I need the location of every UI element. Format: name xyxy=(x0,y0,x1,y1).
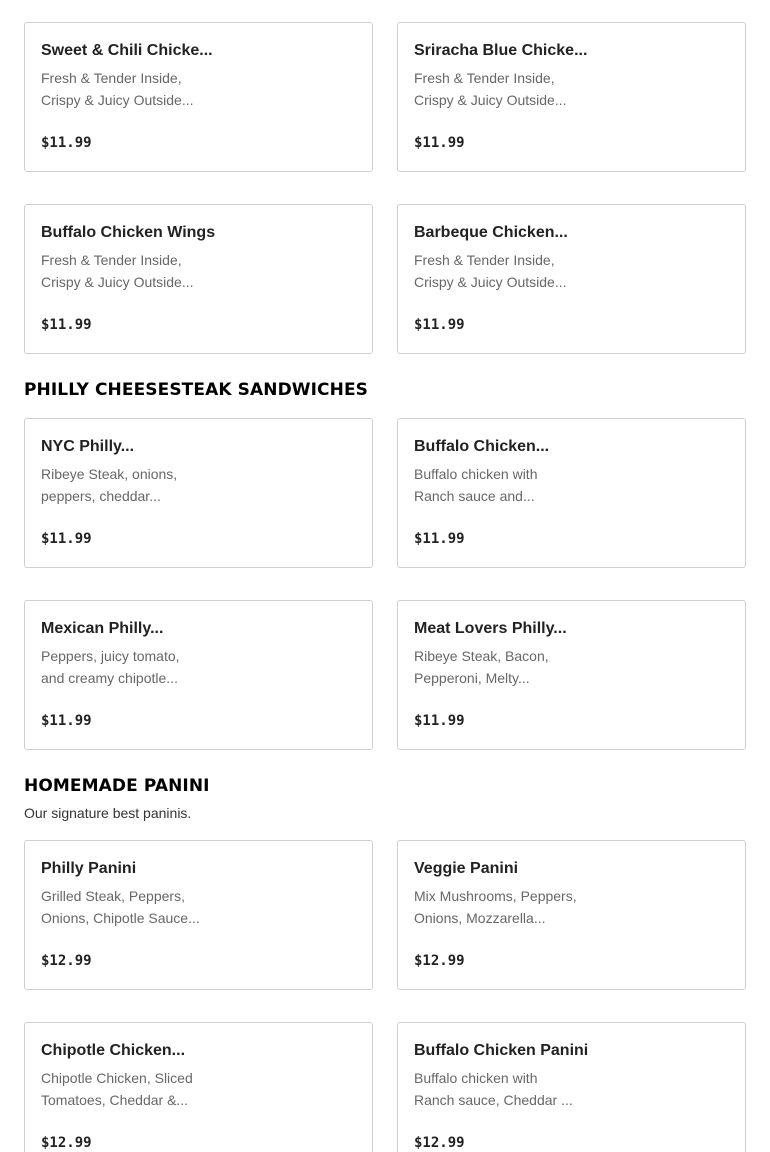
menu-item-description-line: Crispy & Juicy Outside... xyxy=(414,274,567,290)
menu-item-name: NYC Philly... xyxy=(41,438,135,455)
menu-item-description-line: Pepperoni, Melty... xyxy=(414,670,530,686)
menu-item-price: $11.99 xyxy=(414,713,465,729)
menu-item-description-line: Ranch sauce, Cheddar ... xyxy=(414,1092,573,1108)
menu-item-card[interactable] xyxy=(397,840,746,990)
menu-item-description xyxy=(414,463,604,507)
menu-item-description-line: Buffalo chicken with xyxy=(414,1070,538,1086)
menu-item-description-line: Tomatoes, Cheddar &... xyxy=(41,1092,189,1108)
menu-item-card[interactable] xyxy=(24,22,373,172)
menu-item-card[interactable] xyxy=(397,600,746,750)
menu-item-name: Veggie Panini xyxy=(414,860,519,877)
menu-item-description xyxy=(41,645,231,689)
menu-item-description-line: Buffalo chicken with xyxy=(414,466,538,482)
menu-item-description xyxy=(41,1067,231,1111)
menu-item-name: Meat Lovers Philly... xyxy=(414,620,567,637)
menu-item-description-line: Crispy & Juicy Outside... xyxy=(41,92,194,108)
menu-item-name: Chipotle Chicken... xyxy=(41,1042,186,1059)
section-title: PHILLY CHEESESTEAK SANDWICHES xyxy=(24,380,369,400)
menu-item-description-line: Fresh & Tender Inside, xyxy=(414,70,555,86)
menu-item-description xyxy=(414,885,604,929)
menu-item-description xyxy=(41,463,231,507)
menu-item-price: $11.99 xyxy=(414,317,465,333)
menu-item-price: $11.99 xyxy=(414,135,465,151)
menu-item-name: Philly Panini xyxy=(41,860,137,877)
menu-item-description-line: Ranch sauce and... xyxy=(414,488,535,504)
menu-item-description-line: Grilled Steak, Peppers, xyxy=(41,888,185,904)
menu-item-card[interactable] xyxy=(397,1022,746,1152)
menu-item-name: Buffalo Chicken Wings xyxy=(41,224,216,241)
section-subtitle: Our signature best paninis. xyxy=(24,805,192,821)
menu-item-description xyxy=(41,885,231,929)
menu-item-description-line: Ribeye Steak, onions, xyxy=(41,466,178,482)
section-title: HOMEMADE PANINI xyxy=(24,776,210,796)
menu-item-card[interactable] xyxy=(24,1022,373,1152)
menu-item-price: $12.99 xyxy=(41,1135,92,1151)
menu-item-description xyxy=(414,645,604,689)
menu-item-price: $12.99 xyxy=(414,1135,465,1151)
menu-item-description-line: peppers, cheddar... xyxy=(41,488,161,504)
menu-item-price: $11.99 xyxy=(41,713,92,729)
menu-item-card[interactable] xyxy=(397,204,746,354)
menu-item-description xyxy=(414,1067,604,1111)
menu-item-price: $11.99 xyxy=(41,135,92,151)
menu-item-name: Buffalo Chicken Panini xyxy=(414,1042,589,1059)
menu-item-description-line: Fresh & Tender Inside, xyxy=(414,252,555,268)
menu-item-description-line: Crispy & Juicy Outside... xyxy=(41,274,194,290)
menu-item-card[interactable] xyxy=(24,204,373,354)
menu-item-description-line: Fresh & Tender Inside, xyxy=(41,70,182,86)
menu-item-name: Barbeque Chicken... xyxy=(414,224,568,241)
menu-item-card[interactable] xyxy=(24,600,373,750)
menu-item-card[interactable] xyxy=(397,418,746,568)
menu-item-name: Sweet & Chili Chicke... xyxy=(41,42,213,59)
menu-item-description-line: Fresh & Tender Inside, xyxy=(41,252,182,268)
menu-item-description xyxy=(41,249,231,293)
menu-item-description-line: Onions, Chipotle Sauce... xyxy=(41,910,200,926)
menu-item-name: Mexican Philly... xyxy=(41,620,164,637)
menu-item-description xyxy=(41,67,231,111)
menu-item-price: $12.99 xyxy=(414,953,465,969)
menu-item-description xyxy=(414,249,604,293)
menu-item-price: $12.99 xyxy=(41,953,92,969)
menu-item-description xyxy=(414,67,604,111)
menu-item-description-line: and creamy chipotle... xyxy=(41,670,178,686)
menu-item-description-line: Mix Mushrooms, Peppers, xyxy=(414,888,577,904)
menu-item-description-line: Ribeye Steak, Bacon, xyxy=(414,648,549,664)
menu-item-card[interactable] xyxy=(24,418,373,568)
menu-item-description-line: Peppers, juicy tomato, xyxy=(41,648,180,664)
menu-item-description-line: Onions, Mozzarella... xyxy=(414,910,546,926)
menu-item-name: Sriracha Blue Chicke... xyxy=(414,42,588,59)
menu-item-name: Buffalo Chicken... xyxy=(414,438,550,455)
menu-item-card[interactable] xyxy=(397,22,746,172)
menu-item-price: $11.99 xyxy=(414,531,465,547)
menu-item-card[interactable] xyxy=(24,840,373,990)
menu-item-price: $11.99 xyxy=(41,531,92,547)
menu-item-description-line: Chipotle Chicken, Sliced xyxy=(41,1070,193,1086)
menu-item-description-line: Crispy & Juicy Outside... xyxy=(414,92,567,108)
menu-item-price: $11.99 xyxy=(41,317,92,333)
